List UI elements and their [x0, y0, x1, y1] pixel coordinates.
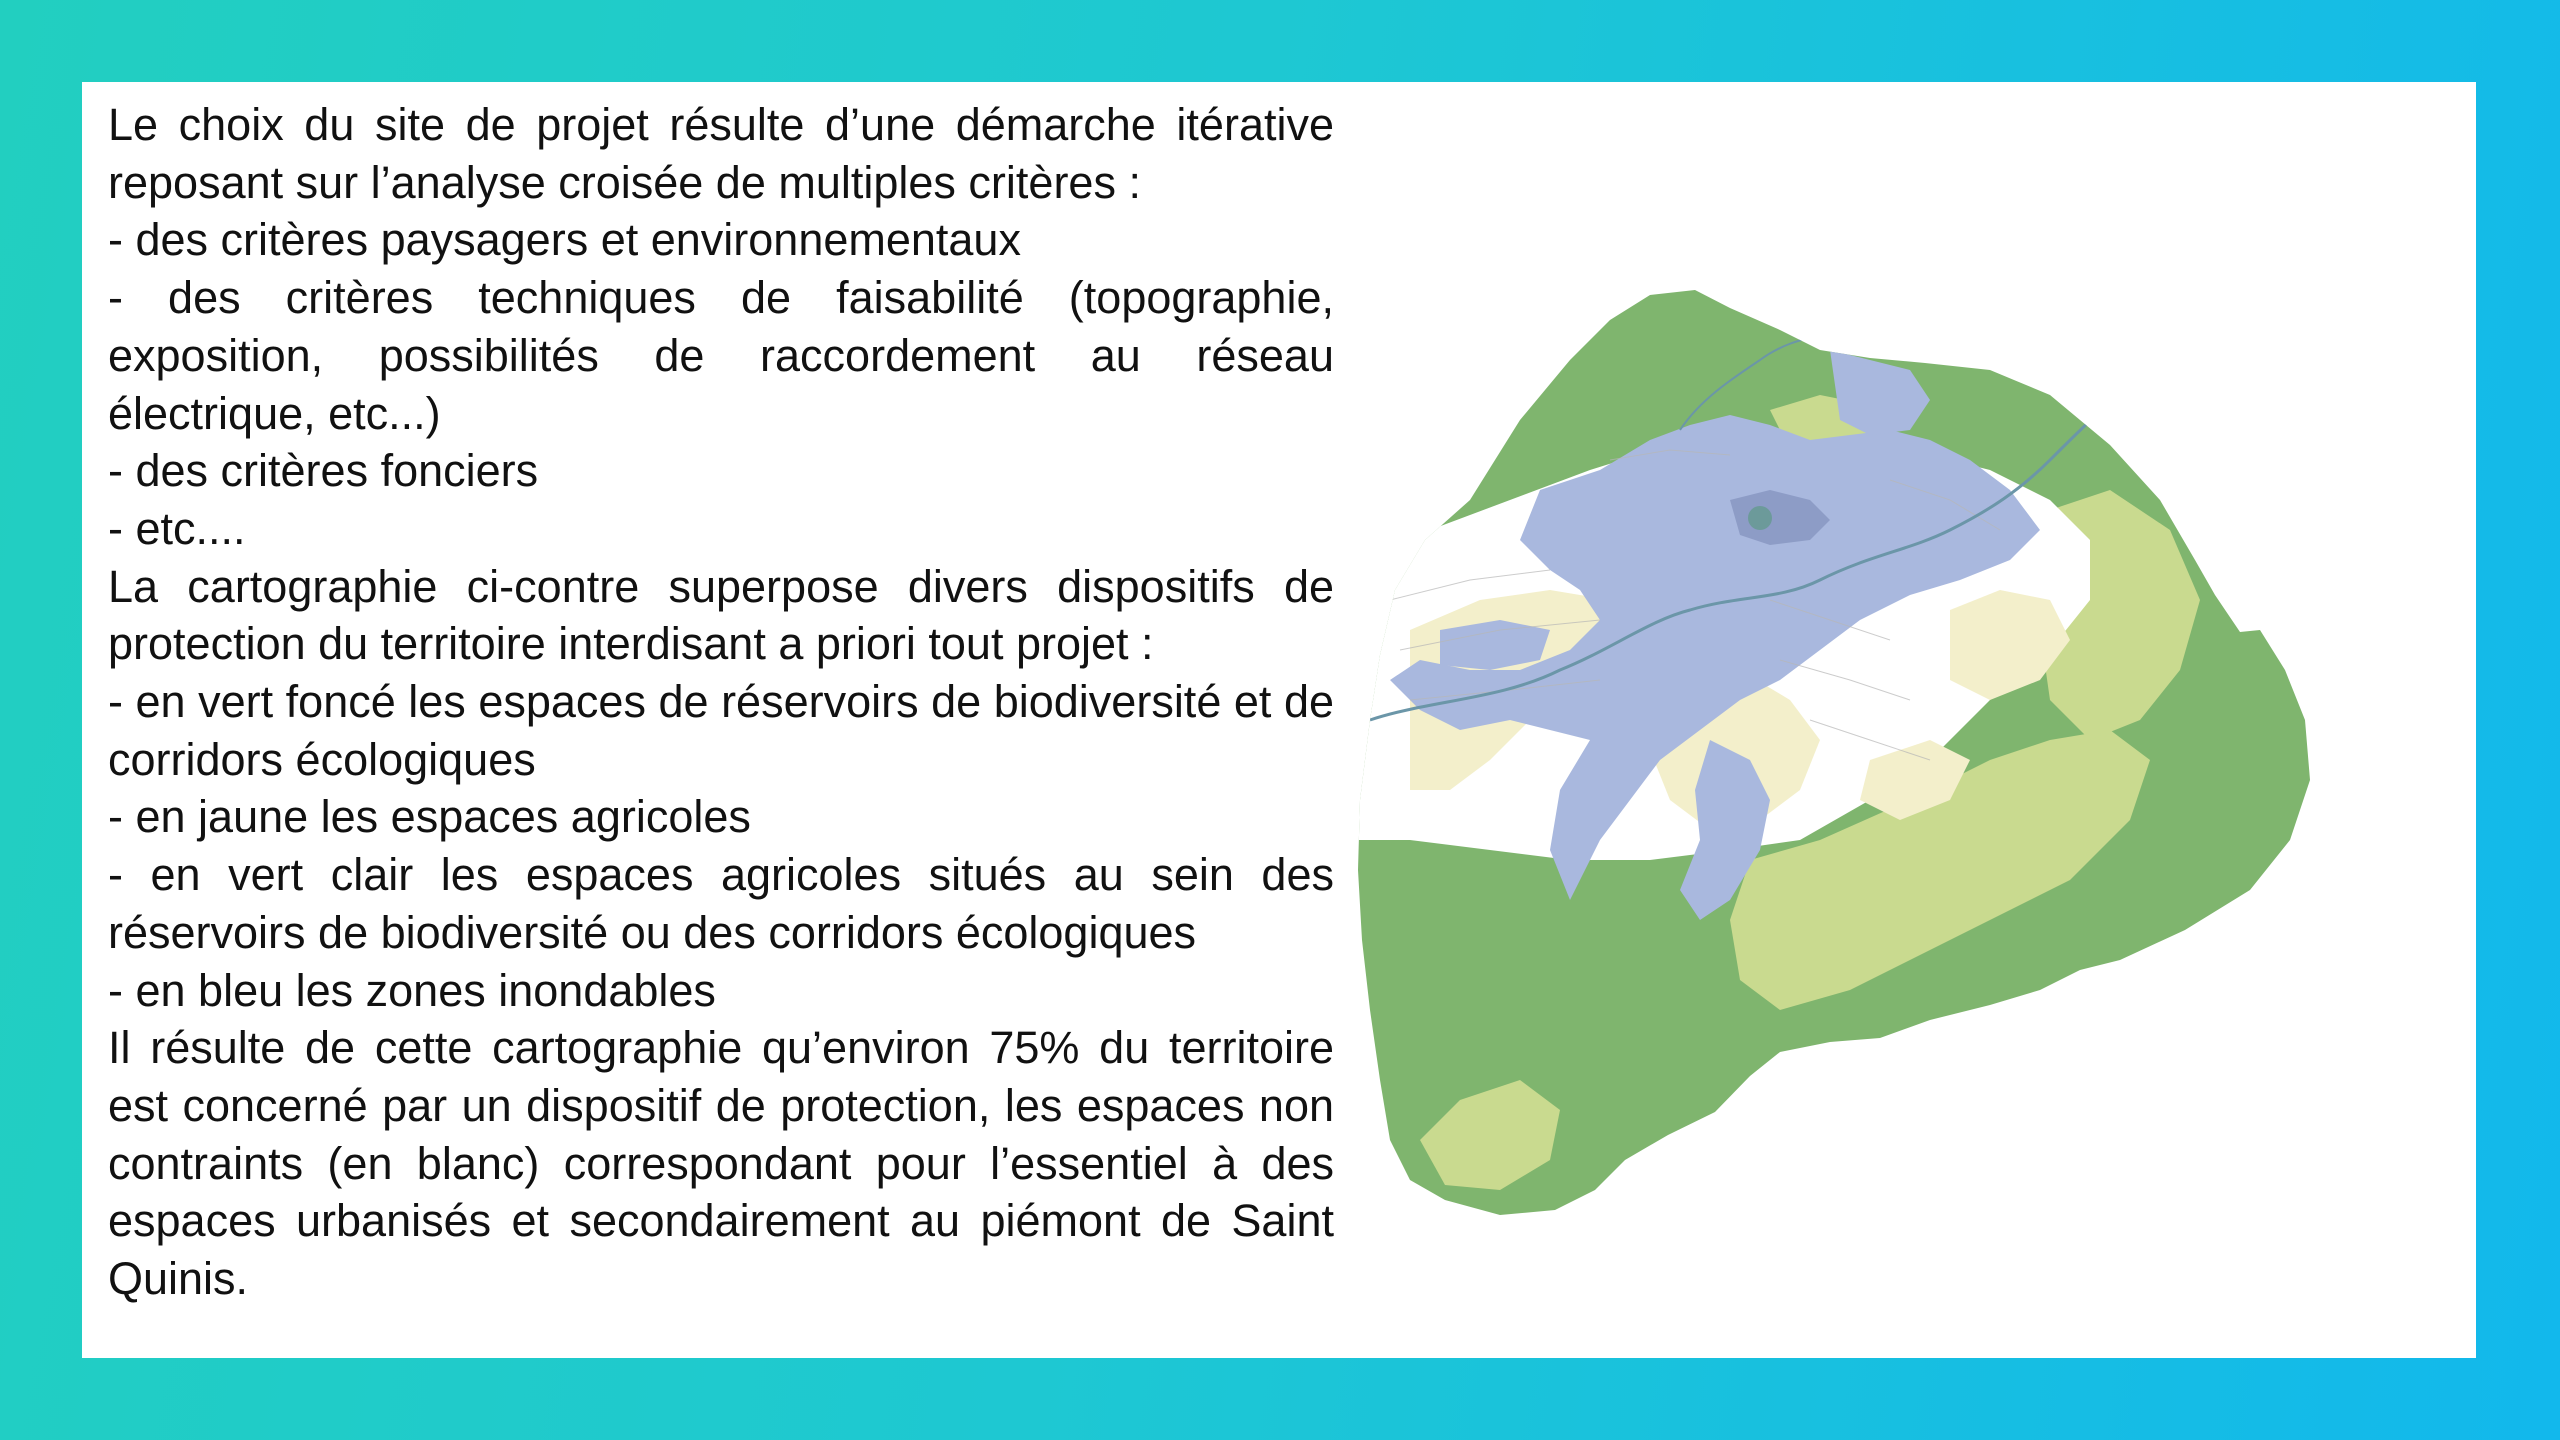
conclusion-paragraph: Il résulte de cette cartographie qu’environ 75% du territoire est concerné par un dispositif de protection, les espaces non contraints (en blanc) correspondant pour l’essentiel à des espaces urbanisés et secondairement au piémont de Saint Quinis. [108, 1022, 1334, 1305]
territory-map [1350, 200, 2550, 1310]
legend-dark-green: - en vert foncé les espaces de réservoirs de biodiversité et de corridors écologiques [108, 676, 1334, 785]
legend-blue: - en bleu les zones inondables [108, 964, 716, 1016]
criteria-landscape: - des critères paysagers et environnementaux [108, 214, 1021, 266]
criteria-land: - des critères fonciers [108, 445, 539, 497]
description-text [108, 96, 1334, 1308]
legend-yellow: - en jaune les espaces agricoles [108, 791, 751, 843]
legend-light-green: - en vert clair les espaces agricoles situés au sein des réservoirs de biodiversité ou des corridors écologiques [108, 849, 1334, 958]
criteria-technical: - des critères techniques de faisabilité (topographie, exposition, possibilités de raccordement au réseau électrique, etc...) [108, 272, 1334, 439]
intro-paragraph: Le choix du site de projet résulte d’une démarche itérative reposant sur l’analyse croisée de multiples critères : [108, 99, 1334, 208]
town-pond [1748, 506, 1772, 530]
slide-panel [82, 82, 2476, 1358]
map-intro-paragraph: La cartographie ci-contre superpose divers dispositifs de protection du territoire interdisant a priori tout projet : [108, 560, 1334, 670]
criteria-etc: - etc.... [108, 502, 246, 554]
